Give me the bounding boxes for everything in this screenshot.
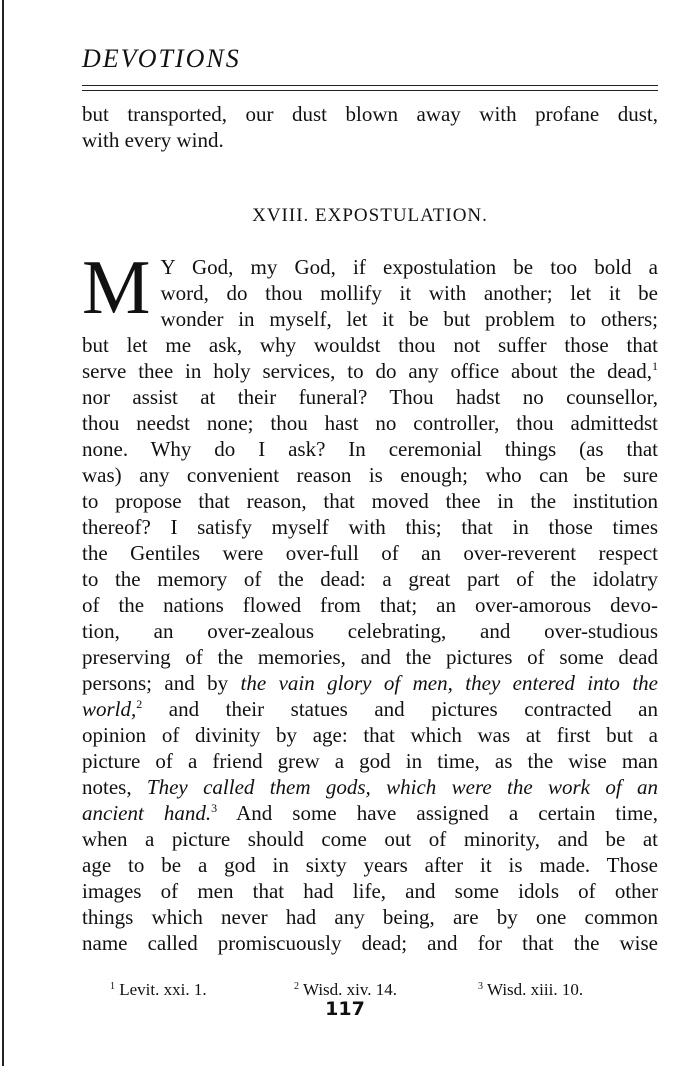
text-line: was) any convenient reason is enough; who can be sure: [82, 463, 658, 487]
footnote-ref: 2: [136, 697, 143, 711]
text-line: thou needst none; thou hast no controller, thou admittedst: [82, 411, 658, 435]
running-head: DEVOTIONS: [82, 44, 241, 73]
text-line: age to be a god in sixty years after it is made. Those: [82, 853, 658, 877]
text-line: picture of a friend grew a god in time, as the wise man: [82, 749, 658, 773]
quote-italic: the vain glory of men, they entered into the: [240, 671, 658, 695]
drop-cap: M: [82, 244, 151, 330]
text-line: things which never had any being, are by one common: [82, 905, 658, 929]
text-line: [82, 696, 658, 722]
text-line: of the nations flowed from that; an over-amorous devo-: [82, 593, 658, 617]
text-line: [82, 774, 658, 800]
footnote-mark: 2: [294, 981, 299, 992]
footnote-mark: 3: [478, 981, 483, 992]
footnote: [294, 980, 397, 1000]
text-line: but transported, our dust blown away with profane dust,: [82, 102, 658, 126]
footnote-text: Levit. xxi. 1.: [119, 980, 207, 999]
text-line: to the memory of the dead: a great part of the idolatry: [82, 567, 658, 591]
text-line: word, do thou mollify it with another; let it be: [160, 281, 658, 305]
text-line: images of men that had life, and some idols of other: [82, 879, 658, 903]
line-text: And some have assigned a certain time,: [236, 801, 658, 825]
quote-italic: They called them gods, which were the work of an: [146, 775, 658, 799]
body-paragraph: [82, 244, 658, 956]
text-line: the Gentiles were over-full of an over-reverent respect: [82, 541, 658, 565]
footnote: [478, 980, 583, 1000]
text-line: opinion of divinity by age: that which was at first but a: [82, 723, 658, 747]
line-text: serve thee in holy services, to do any office about the dead,: [82, 359, 652, 383]
text-line: name called promiscuously dead; and for that the wise: [82, 931, 658, 955]
footnote-ref: 3: [211, 801, 218, 815]
footnote-text: Wisd. xiii. 10.: [486, 980, 584, 999]
quote-italic: ancient hand.: [82, 801, 212, 825]
text-line: [82, 358, 658, 384]
footnote: [110, 980, 207, 1000]
text-line: tion, an over-zealous celebrating, and over-studious: [82, 619, 658, 643]
quote-italic: world,: [82, 697, 137, 721]
text-line: but let me ask, why wouldst thou not suffer those that: [82, 333, 658, 357]
text-line: wonder in myself, let it be but problem to others;: [160, 307, 658, 331]
line-text: persons; and by: [82, 671, 229, 695]
continuation-paragraph: [82, 101, 658, 153]
line-text: notes,: [82, 775, 132, 799]
text-line: Y God, my God, if expostulation be too bold a: [160, 255, 658, 279]
text-line: thereof? I satisfy myself with this; that in those times: [82, 515, 658, 539]
text-line: to propose that reason, that moved thee in the institution: [82, 489, 658, 513]
header-double-rule: [82, 85, 658, 91]
text-line: when a picture should come out of minority, and be at: [82, 827, 658, 851]
text-line: preserving of the memories, and the pictures of some dead: [82, 645, 658, 669]
page-number: 117: [325, 998, 365, 1020]
text-line: nor assist at their funeral? Thou hadst no counsellor,: [82, 385, 658, 409]
text-line: [82, 670, 658, 696]
footnote-ref: 1: [652, 359, 658, 373]
footnote-text: Wisd. xiv. 14.: [302, 980, 398, 999]
text-line: [82, 800, 658, 826]
line-text: and their statues and pictures contracted an: [168, 697, 658, 721]
text-line: none. Why do I ask? In ceremonial things (as that: [82, 437, 658, 461]
section-heading: XVIII. EXPOSTULATION.: [252, 205, 488, 226]
page-edge-rule: [2, 0, 4, 1066]
footnote-mark: 1: [110, 981, 115, 992]
text-line: with every wind.: [82, 128, 224, 152]
